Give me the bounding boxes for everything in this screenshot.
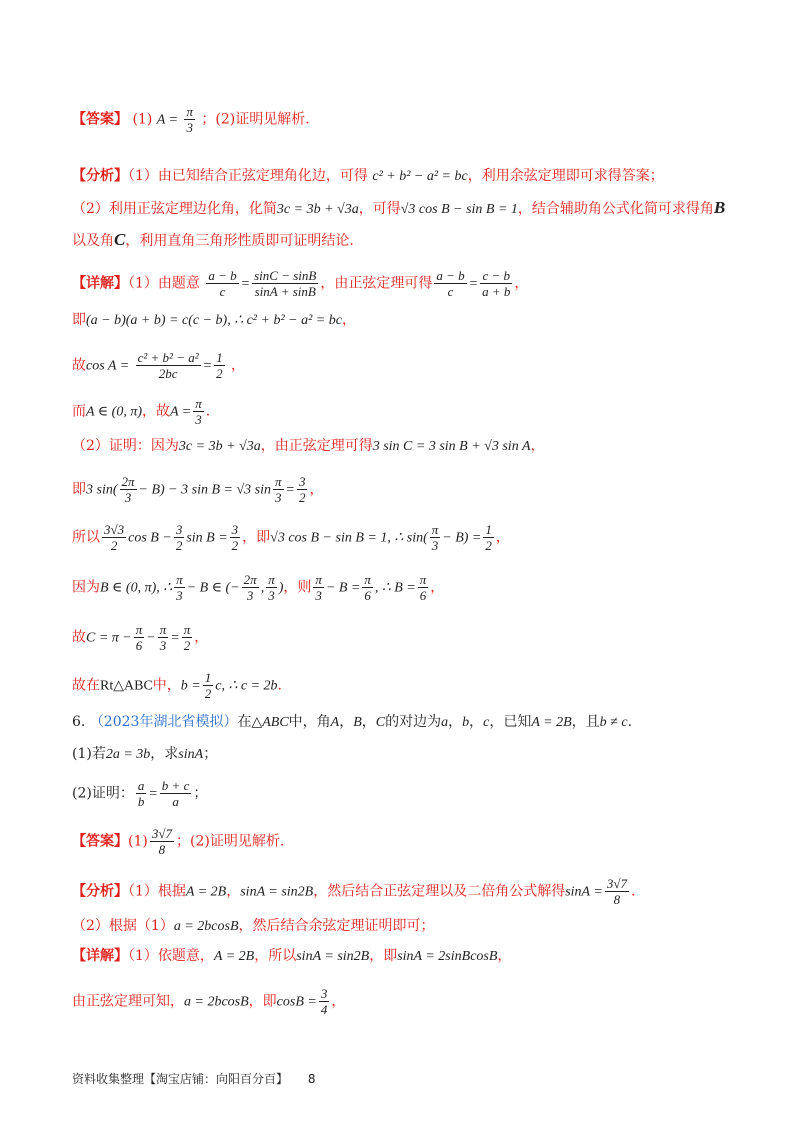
question-number: 6. <box>72 714 86 730</box>
answer-tag: 【答案】 <box>72 833 128 850</box>
analysis-tag: 【分析】 <box>72 883 128 900</box>
q6-detail-line-1: 【详解】（1）依题意，A = 2B，所以sinA = sin2B，即sinA = 2sinBcosB， <box>72 948 512 964</box>
detail-line-ji2: 即3 sin( $\frac{2\pi}{3}$ − B) − 3 sin B = √3 sin $\frac{\pi}{3}$ = $\frac{3}{2}$ ， <box>72 474 324 505</box>
q6-detail-line-2: 由正弦定理可知，a = 2bcosB，即cosB = $\frac{3}{4}$ ， <box>72 986 346 1017</box>
detail-line-suo: 所以 $\frac{3√3}{2}$ cos B − $\frac{3}{2}$ sin B = $\frac{3}{2}$ ，即√3 cos B − sin B = 1, ∴ sin( $\frac{\pi}{3}$ − B) = $\frac{1}{2}$ ， <box>72 522 510 553</box>
question-6-part2: (2)证明： $\frac{a}{b}$ = $\frac{b + c}{a}$ ； <box>72 778 208 809</box>
detail-tag: 【详解】 <box>72 948 128 964</box>
answer-line: 【答案】 (1) A = $\frac{\pi}{3}$ ；(2)证明见解析. <box>72 104 310 135</box>
analysis-tag: 【分析】 <box>72 168 128 184</box>
analysis-line-2: （2）利用正弦定理边化角，化简3c = 3b + √3a，可得√3 cos B − sin B = 1，结合辅助角公式化简可求得角B <box>72 198 726 217</box>
detail-line-gu2: 故C = π − $\frac{\pi}{6}$ − $\frac{\pi}{3}$ = $\frac{\pi}{2}$ ， <box>72 622 209 653</box>
q6-analysis-line-1: 【分析】（1）根据A = 2B，sinA = sin2B，然后结合正弦定理以及二倍角公式解得sinA = $\frac{3√7}{8}$ . <box>72 876 636 907</box>
analysis-line-3: 以及角C，利用直角三角形性质即可证明结论. <box>72 230 354 249</box>
detail-tag: 【详解】 <box>72 275 128 292</box>
question-6-part1: (1)若2a = 3b，求sinA； <box>72 746 218 762</box>
page-number: 8 <box>307 1072 316 1086</box>
detail-line-yin: 因为B ∈ (0, π), ∴ $\frac{\pi}{3}$ − B ∈ (− $\frac{2\pi}{3}$ , $\frac{\pi}{3}$ )，则 $\frac{\pi}{3}$ − B = $\frac{\pi}{6}$ , ∴ B = $\frac{\pi}{6}$ ， <box>72 572 445 603</box>
question-source: （2023年湖北省模拟） <box>89 714 238 730</box>
q6-analysis-line-2: （2）根据（1）a = 2bcosB，然后结合余弦定理证明即可； <box>72 918 435 934</box>
detail-line-p2: （2）证明：因为3c = 3b + √3a，由正弦定理可得3 sin C = 3 sin B + √3 sin A， <box>72 438 545 454</box>
detail-line-zai: 故在Rt△ABC中，b = $\frac{1}{2}$ c, ∴ c = 2b. <box>72 670 282 701</box>
question-6-stem: 6. （2023年湖北省模拟）在△ABC中，角A，B，C的对边为a，b，c，已知A = 2B，且b ≠ c. <box>72 714 633 730</box>
analysis-line-1: 【分析】（1）由已知结合正弦定理角化边，可得 c² + b² − a² = bc，利用余弦定理即可求得答案； <box>72 168 664 184</box>
footer-text: 资料收集整理【淘宝店铺：向阳百分百】 <box>72 1072 289 1086</box>
answer-tag: 【答案】 <box>72 111 128 128</box>
q6-answer-line: 【答案】(1) $\frac{3√7}{8}$ ；(2)证明见解析. <box>72 826 285 857</box>
detail-line-gu1: 故cos A = $\frac{\text{c² + b² − a²}}{2bc}$ = $\frac{1}{2}$ ， <box>72 350 246 381</box>
page-footer <box>72 1070 315 1087</box>
detail-line-er: 而A ∈ (0, π)，故A = $\frac{\pi}{3}$ . <box>72 396 211 427</box>
detail-line-1: 【详解】（1）由题意 $\frac{a - b}{c}$ = $\frac{\sin C - \sin B}{\sin A + \sin B}$ ，由正弦定理可得 $\frac{a - b}{c}$ = $\frac{c - b}{a + b}$ ， <box>72 268 529 299</box>
detail-line-ji1: 即(a − b)(a + b) = c(c − b), ∴ c² + b² − a² = bc， <box>72 312 356 328</box>
